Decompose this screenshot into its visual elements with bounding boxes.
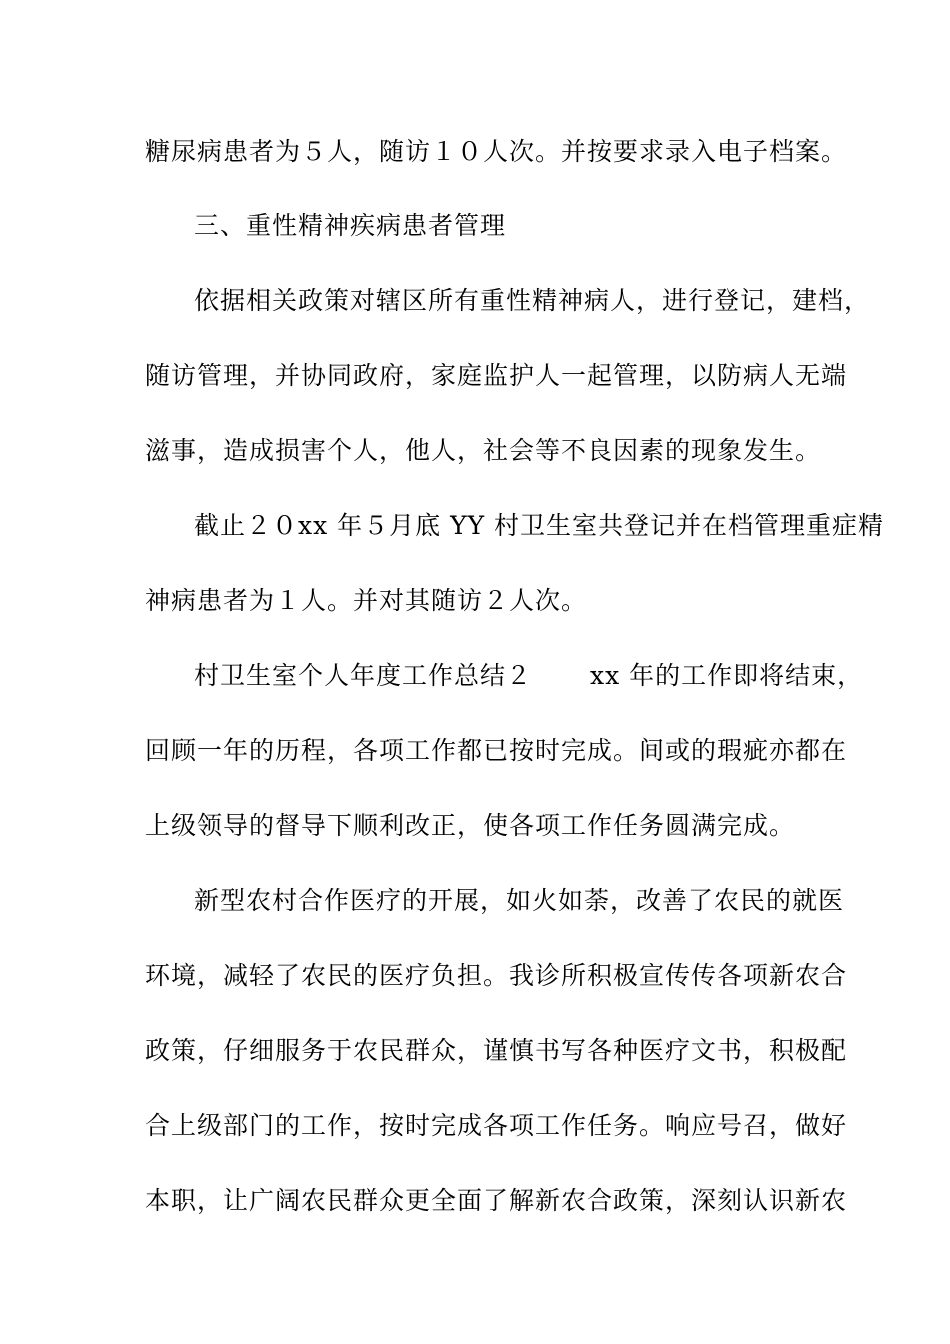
text-line-13: 政策，仔细服务于农民群众，谨慎书写各种医疗文书，积极配	[145, 1036, 848, 1065]
text-line-1: 糖尿病患者为５人，随访１０人次。并按要求录入电子档案。	[145, 137, 848, 166]
text-line-8-part-b: xx 年的工作即将结束，	[590, 661, 864, 690]
text-line-7: 神病患者为１人。并对其随访２人次。	[145, 586, 588, 615]
text-line-4: 随访管理，并协同政府，家庭监护人一起管理，以防病人无端	[145, 361, 848, 390]
text-line-6: 截止２０xx 年５月底 YY 村卫生室共登记并在档管理重症精	[194, 511, 885, 540]
text-line-5: 滋事，造成损害个人，他人，社会等不良因素的现象发生。	[145, 436, 822, 465]
text-line-14: 合上级部门的工作，按时完成各项工作任务。响应号召，做好	[145, 1111, 848, 1140]
text-line-3: 依据相关政策对辖区所有重性精神病人，进行登记，建档，	[194, 286, 871, 315]
section-heading: 三、重性精神疾病患者管理	[194, 211, 507, 240]
text-line-9: 回顾一年的历程，各项工作都已按时完成。间或的瑕疵亦都在	[145, 736, 848, 765]
text-line-12: 环境，减轻了农民的医疗负担。我诊所积极宣传传各项新农合	[145, 961, 848, 990]
text-line-15: 本职，让广阔农民群众更全面了解新农合政策，深刻认识新农	[145, 1186, 848, 1215]
text-line-10: 上级领导的督导下顺利改正，使各项工作任务圆满完成。	[145, 811, 796, 840]
text-line-11: 新型农村合作医疗的开展，如火如荼，改善了农民的就医	[194, 886, 845, 915]
text-line-8-part-a: 村卫生室个人年度工作总结２	[194, 661, 533, 690]
text-line-8	[194, 661, 863, 691]
